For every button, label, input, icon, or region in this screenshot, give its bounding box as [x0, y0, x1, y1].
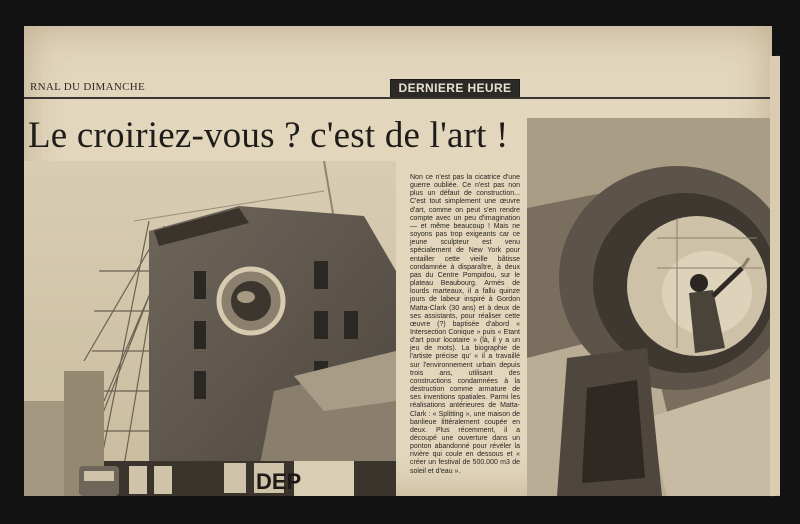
newspaper-clipping: [24, 26, 772, 496]
building-photo-drawing: [24, 161, 396, 496]
building-photo: [24, 161, 396, 496]
wall-poster-text: DEP: [256, 469, 302, 494]
header-rule: [24, 97, 772, 99]
article-body: Non ce n'est pas la cicatrice d'une guerre oubliée. Ce n'est pas non plus un défaut de construction... C'est tout simplement une œuvre d'art, comme on peut s'en rendre compte avec un peu d'imagination — et même beaucoup ! Mais ne soyons pas trop exigeants car ce jeune sculpteur est venu spécialement de New York pour entailler cette vieille bâtisse condamnée à disparaître, à deux pas du Centre Pompidou, sur le plateau Beaubourg. Armés de lourds marteaux, il a fallu quinze jours de labeur inspiré à Gordon Matta-Clark (30 ans) et à deux de ses assistants, pour réaliser cette œuvre (?) baptisée d'abord « Intersection Conique » puis « Etant d'art pour locataire » (là, il y a un jeu de mots). La biographie de l'artiste précise qu' « il a travaillé sur l'environnement urbain depuis trois ans, utilisant des constructions condamnées à la destruction comme armature de ses inventions spatiales. Parmi les réalisations antérieures de Matta-Clark : « Splitting », une maison de banlieue littéralement coupée en deux. Plus récemment, il a découpé une ouverture dans un ponton abandonné pour révéler la rivière qui coule en dessous et « créer un festival de 500.000 m3 de soleil et d'eau ».: [410, 174, 520, 475]
newspaper-masthead: RNAL DU DIMANCHE: [30, 81, 145, 93]
worker-photo-drawing: [527, 118, 772, 496]
section-badge: DERNIERE HEURE: [390, 79, 520, 98]
article-headline: Le croiriez-vous ? c'est de l'art !: [28, 115, 509, 156]
worker-photo: [527, 118, 772, 496]
